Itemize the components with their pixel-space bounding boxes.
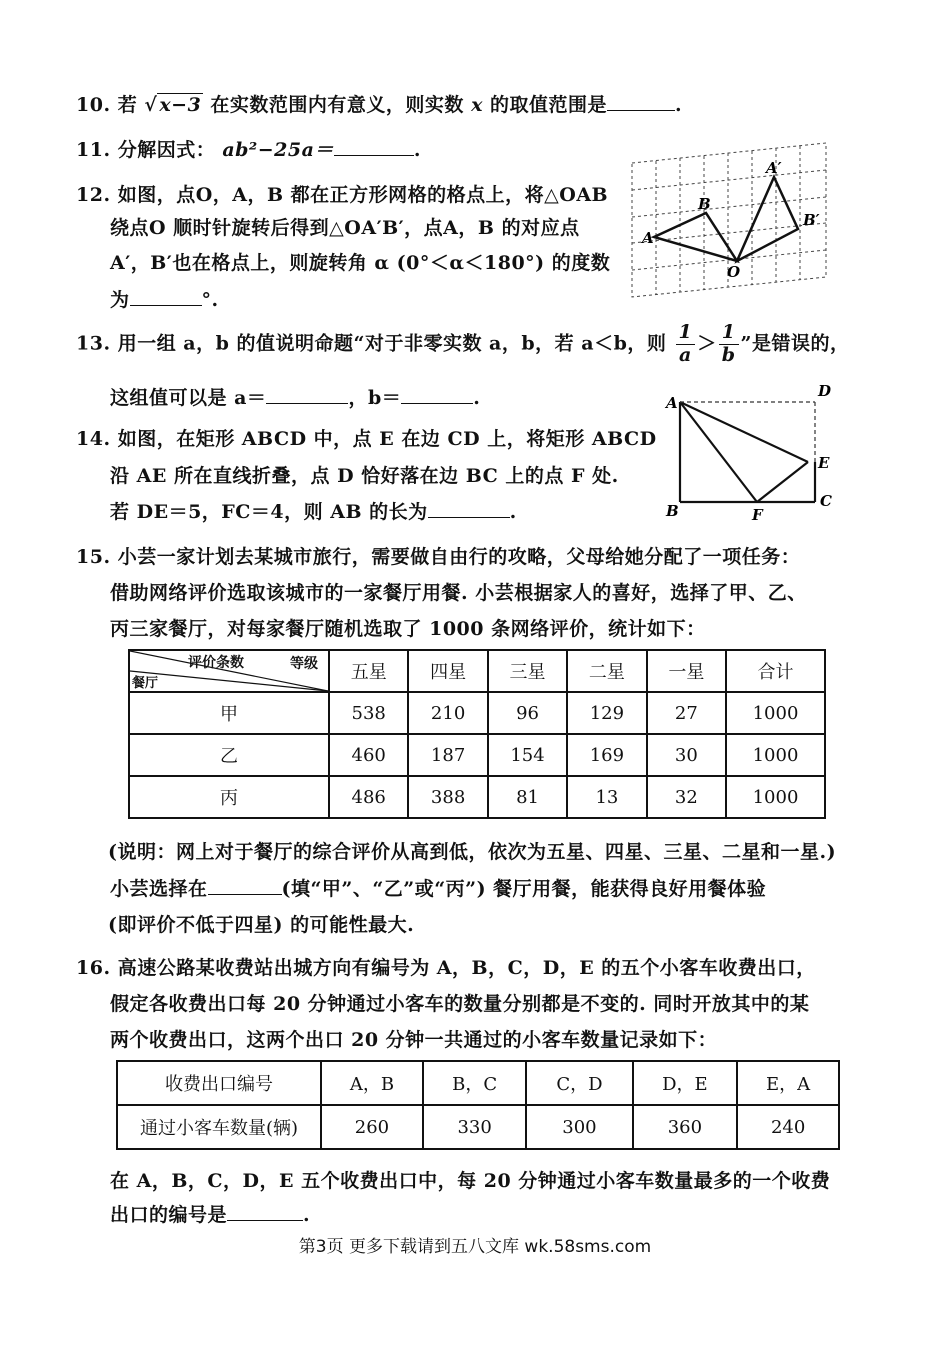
corner-top-label: 评价条数 xyxy=(188,655,244,671)
page-footer: 第3页 更多下载请到五八文库 wk.58sms.com xyxy=(298,1237,652,1257)
q12-label-A: A xyxy=(642,229,654,247)
corner-right-label: 等级 xyxy=(290,656,318,672)
q13-b-blank[interactable] xyxy=(401,403,473,404)
q15-line-5: (即评价不低于四星) 的可能性最大. xyxy=(108,914,415,936)
q14-rectangle-figure xyxy=(660,378,840,523)
q15-text-4a: 小芸选择在 xyxy=(110,878,208,900)
q14-label-D: D xyxy=(818,382,832,400)
q16-text-5: 出口的编号是 xyxy=(110,1204,228,1226)
cell: 260 xyxy=(321,1105,423,1149)
q14-text-3: 若 DE＝5，FC＝4，则 AB 的长为 xyxy=(110,501,428,523)
q12-label-A-prime: A′ xyxy=(766,159,782,177)
q13-text-2b: ，b＝ xyxy=(348,387,402,409)
cell: B，C xyxy=(423,1061,527,1105)
row2-label: 通过小客车数量(辆) xyxy=(117,1105,321,1149)
q15-line-2: 借助网络评价选取该城市的一家餐厅用餐. 小芸根据家人的喜好，选择了甲、乙、 xyxy=(110,582,807,604)
q15-line-1 xyxy=(76,542,800,569)
table-row xyxy=(129,692,825,734)
q16-text-1: 高速公路某收费站出城方向有编号为 A，B，C，D，E 的五个小客车收费出口， xyxy=(117,957,816,979)
q12-label-O: O xyxy=(727,263,741,281)
q12-line-3: A′，B′也在格点上，则旋转角 α (0°＜α＜180°) 的度数 xyxy=(110,252,611,274)
q13-text-1b: ”是错误的， xyxy=(740,332,850,355)
q10-var: x xyxy=(471,94,483,116)
q12-text-4a: 为 xyxy=(110,289,130,311)
q12-text-1: 如图，点O，A，B 都在正方形网格的格点上，将△OAB xyxy=(117,184,609,206)
q12-text-4b: °. xyxy=(201,289,219,311)
frac2-den: b xyxy=(721,343,736,366)
q16-line-1 xyxy=(76,953,816,980)
q10-end: . xyxy=(675,94,683,116)
q13-a-blank[interactable] xyxy=(266,403,348,404)
header-three-star: 三星 xyxy=(488,650,567,692)
table-row xyxy=(129,734,825,776)
cell: 360 xyxy=(633,1105,738,1149)
q14-line-2: 沿 AE 所在直线折叠，点 D 恰好落在边 BC 上的点 F 处. xyxy=(110,465,619,487)
q16-exit-table xyxy=(116,1060,840,1150)
table-header-row xyxy=(129,650,825,692)
q13-end: . xyxy=(473,387,481,409)
q12-answer-blank[interactable] xyxy=(130,305,202,306)
cell: 1000 xyxy=(726,776,825,818)
fraction-1-over-a xyxy=(676,322,696,367)
row-name: 甲 xyxy=(129,692,329,734)
q12-label-B-prime: B′ xyxy=(803,211,820,229)
cell: 81 xyxy=(488,776,567,818)
q16-line-5 xyxy=(110,1200,310,1227)
cell: 460 xyxy=(329,734,408,776)
q14-label-C: C xyxy=(820,492,832,510)
q16-number: 16. xyxy=(76,957,111,979)
table-row xyxy=(117,1105,839,1149)
cell: 1000 xyxy=(726,734,825,776)
row-name: 丙 xyxy=(129,776,329,818)
cell: 32 xyxy=(647,776,726,818)
cell: 96 xyxy=(488,692,567,734)
cell: A，B xyxy=(321,1061,423,1105)
q15-note: (说明：网上对于餐厅的综合评价从高到低，依次为五星、四星、三星、二星和一星.) xyxy=(108,841,837,863)
q13-line-1 xyxy=(76,322,849,367)
q11-number: 11. xyxy=(76,139,111,161)
row-name: 乙 xyxy=(129,734,329,776)
frac1-num: 1 xyxy=(676,322,696,345)
question-11 xyxy=(76,135,421,162)
header-one-star: 一星 xyxy=(647,650,726,692)
q14-answer-blank[interactable] xyxy=(428,517,510,518)
cell: 538 xyxy=(329,692,408,734)
cell: 30 xyxy=(647,734,726,776)
q11-end: . xyxy=(413,139,422,161)
header-four-star: 四星 xyxy=(408,650,487,692)
table-corner-cell xyxy=(129,650,329,692)
q13-text-1a: 用一组 a，b 的值说明命题“对于非零实数 a，b，若 a＜b，则 xyxy=(117,332,667,355)
cell: C，D xyxy=(526,1061,632,1105)
header-five-star: 五星 xyxy=(329,650,408,692)
row1-label: 收费出口编号 xyxy=(117,1061,321,1105)
q14-end: . xyxy=(509,501,517,523)
q13-text-2a: 这组值可以是 a＝ xyxy=(110,387,267,409)
q10-tail: 的取值范围是 xyxy=(490,94,608,116)
q13-gt: ＞ xyxy=(697,332,717,355)
table-row xyxy=(129,776,825,818)
q10-radicand: x−3 xyxy=(159,94,202,116)
q12-line-2: 绕点O 顺时针旋转后得到△OA′B′，点A，B 的对应点 xyxy=(110,217,580,239)
q12-rotation-figure xyxy=(626,135,832,300)
cell: 388 xyxy=(408,776,487,818)
q14-label-E: E xyxy=(818,454,830,472)
q14-label-F: F xyxy=(752,506,763,523)
cell: 210 xyxy=(408,692,487,734)
cell: 169 xyxy=(567,734,646,776)
cell: 13 xyxy=(567,776,646,818)
q16-line-4: 在 A，B，C，D，E 五个收费出口中，每 20 分钟通过小客车数量最多的一个收费 xyxy=(110,1170,831,1192)
cell: 486 xyxy=(329,776,408,818)
cell: 330 xyxy=(423,1105,527,1149)
cell: 1000 xyxy=(726,692,825,734)
q14-number: 14. xyxy=(76,428,111,450)
q13-number: 13. xyxy=(76,332,111,355)
q10-answer-blank[interactable] xyxy=(607,110,675,111)
q16-line-2: 假定各收费出口每 20 分钟通过小客车的数量分别都是不变的. 同时开放其中的某 xyxy=(110,993,810,1015)
q15-line-4 xyxy=(110,874,766,901)
q12-line-1 xyxy=(76,180,608,207)
frac2-num: 1 xyxy=(719,322,739,345)
q14-label-B: B xyxy=(666,502,679,520)
cell: 27 xyxy=(647,692,726,734)
q10-post: 在实数范围内有意义，则实数 xyxy=(210,94,464,116)
q12-number: 12. xyxy=(76,184,111,206)
q14-line-3 xyxy=(110,497,517,524)
header-two-star: 二星 xyxy=(567,650,646,692)
q13-line-2 xyxy=(110,383,480,410)
cell: 187 xyxy=(408,734,487,776)
q14-label-A: A xyxy=(666,394,678,412)
q16-end: . xyxy=(303,1204,311,1226)
corner-bottom-label: 餐厅 xyxy=(132,676,159,691)
q12-label-B: B xyxy=(698,195,711,213)
sqrt-icon: √ xyxy=(144,94,158,116)
q10-pre: 若 xyxy=(117,94,138,116)
cell: 154 xyxy=(488,734,567,776)
q15-number: 15. xyxy=(76,546,111,568)
header-total: 合计 xyxy=(726,650,825,692)
q11-pre: 分解因式： xyxy=(117,139,216,161)
q15-text-1: 小芸一家计划去某城市旅行，需要做自由行的攻略，父母给她分配了一项任务： xyxy=(117,546,801,568)
q12-line-4 xyxy=(110,285,219,312)
cell: E，A xyxy=(737,1061,839,1105)
frac1-den: a xyxy=(678,343,692,366)
q15-text-4b: (填“甲”、“乙”或“丙”) 餐厅用餐，能获得良好用餐体验 xyxy=(281,878,767,900)
q11-expression: ab²−25a＝ xyxy=(222,139,334,161)
q14-shape xyxy=(680,402,815,502)
q15-line-3: 丙三家餐厅，对每家餐厅随机选取了 1000 条网络评价，统计如下： xyxy=(110,618,706,640)
q16-answer-blank[interactable] xyxy=(227,1220,303,1221)
sqrt-expression xyxy=(144,94,203,116)
cell: 129 xyxy=(567,692,646,734)
q16-line-3: 两个收费出口，这两个出口 20 分钟一共通过的小客车数量记录如下： xyxy=(110,1029,718,1051)
q15-review-table xyxy=(128,649,826,819)
table-row xyxy=(117,1061,839,1105)
q14-text-1: 如图，在矩形 ABCD 中，点 E 在边 CD 上，将矩形 ABCD xyxy=(117,428,657,450)
q14-line-1 xyxy=(76,424,657,451)
q12-triangles xyxy=(654,177,798,261)
question-10 xyxy=(76,90,682,117)
cell: 240 xyxy=(737,1105,839,1149)
q11-answer-blank[interactable] xyxy=(334,155,414,156)
q15-answer-blank[interactable] xyxy=(208,894,282,895)
cell: 300 xyxy=(526,1105,632,1149)
q10-number: 10. xyxy=(76,94,111,116)
fraction-1-over-b xyxy=(719,322,739,367)
cell: D，E xyxy=(633,1061,738,1105)
